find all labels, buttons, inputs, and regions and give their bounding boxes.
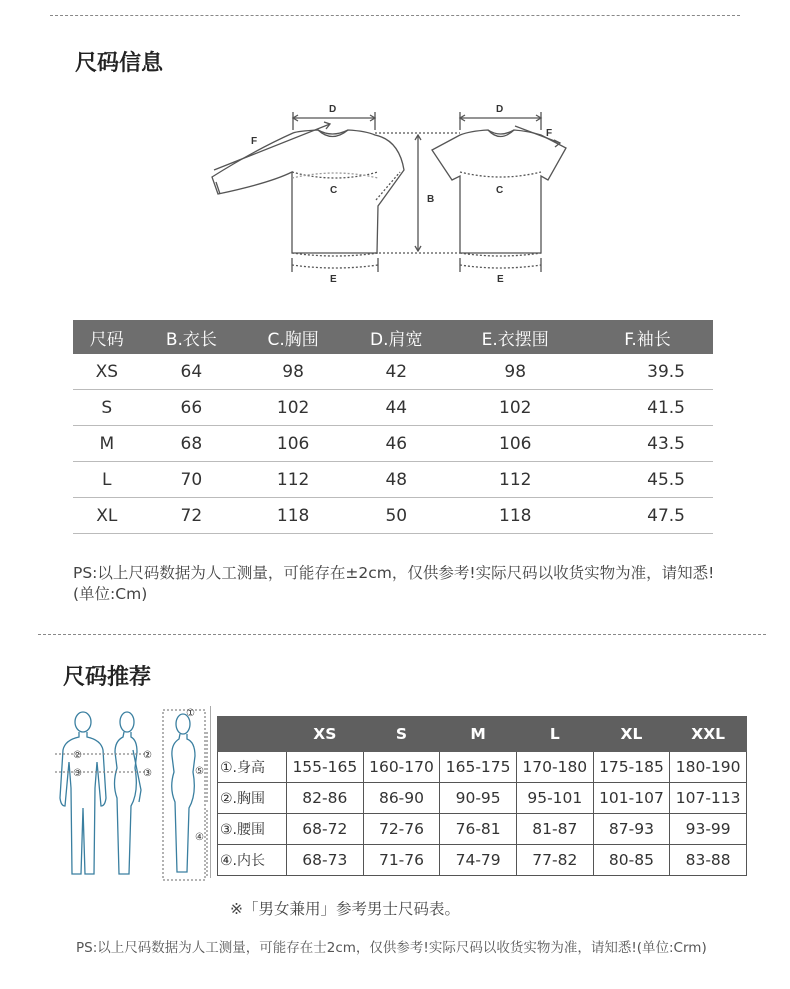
table-cell: XS <box>73 354 141 390</box>
table-cell: 160-170 <box>363 752 440 783</box>
table-cell: 93-99 <box>670 814 747 845</box>
table-cell: 83-88 <box>670 845 747 876</box>
table-cell: 112 <box>242 462 344 498</box>
table-cell: 71-76 <box>363 845 440 876</box>
table-cell: L <box>73 462 141 498</box>
label-d-right: D <box>496 104 504 115</box>
table-cell: 86-90 <box>363 783 440 814</box>
table-cell: 39.5 <box>582 354 713 390</box>
row-label: ④.内长 <box>218 845 287 876</box>
header-cell: M <box>440 717 517 752</box>
table-cell: 102 <box>242 390 344 426</box>
row-label: ②.胸围 <box>218 783 287 814</box>
table-row <box>73 354 713 390</box>
table-cell: 98 <box>448 354 582 390</box>
table-cell: 101-107 <box>593 783 670 814</box>
long-sleeve-shirt-illustration <box>212 112 404 272</box>
table-cell: 82-86 <box>287 783 364 814</box>
marker-chest-side: ② <box>143 750 152 761</box>
table-cell: 44 <box>344 390 448 426</box>
table-cell: 87-93 <box>593 814 670 845</box>
marker-inseam: ④ <box>195 832 204 843</box>
table-cell: 106 <box>242 426 344 462</box>
table-cell: 90-95 <box>440 783 517 814</box>
middle-divider <box>38 634 766 635</box>
table-cell: 68 <box>141 426 243 462</box>
marker-waist-side: ③ <box>143 768 152 779</box>
table-cell: 98 <box>242 354 344 390</box>
table-row <box>73 462 713 498</box>
table-cell: 81-87 <box>516 814 593 845</box>
label-b: B <box>427 194 435 205</box>
table-cell: 45.5 <box>582 462 713 498</box>
table-row <box>218 845 747 876</box>
header-cell: F.袖长 <box>582 320 713 354</box>
label-c-left: C <box>330 185 338 196</box>
row-label: ①.身高 <box>218 752 287 783</box>
table-cell: 112 <box>448 462 582 498</box>
table-row <box>218 783 747 814</box>
rec-table-header-row <box>218 717 747 752</box>
marker-waist-front: ③ <box>73 768 82 779</box>
header-cell: E.衣摆围 <box>448 320 582 354</box>
row-label: ③.腰围 <box>218 814 287 845</box>
header-cell <box>218 717 287 752</box>
figure-divider <box>210 706 211 878</box>
garment-diagram <box>0 0 790 300</box>
table-cell: S <box>73 390 141 426</box>
marker-shoulder: ⑤ <box>195 766 204 777</box>
front-body-figure <box>60 712 106 874</box>
table-cell: 155-165 <box>287 752 364 783</box>
table-cell: 102 <box>448 390 582 426</box>
header-cell: D.肩宽 <box>344 320 448 354</box>
table-cell: 68-73 <box>287 845 364 876</box>
label-c-right: C <box>496 185 504 196</box>
table-cell: 118 <box>448 498 582 534</box>
table-cell: M <box>73 426 141 462</box>
table-cell: 165-175 <box>440 752 517 783</box>
label-e-left: E <box>330 274 337 285</box>
table-cell: 68-72 <box>287 814 364 845</box>
header-cell: C.胸围 <box>242 320 344 354</box>
header-cell: XXL <box>670 717 747 752</box>
table-row <box>73 498 713 534</box>
table-row <box>218 814 747 845</box>
table-cell: 43.5 <box>582 426 713 462</box>
header-cell: L <box>516 717 593 752</box>
table-cell: 72 <box>141 498 243 534</box>
side-body-figure <box>115 712 142 874</box>
size-recommend-table <box>217 716 747 876</box>
label-d-left: D <box>329 104 337 115</box>
marker-height: ① <box>186 708 195 719</box>
table-cell: 77-82 <box>516 845 593 876</box>
table-cell: 47.5 <box>582 498 713 534</box>
header-cell: XS <box>287 717 364 752</box>
header-cell: S <box>363 717 440 752</box>
table-cell: 46 <box>344 426 448 462</box>
table-row <box>73 426 713 462</box>
side-measure-figure <box>163 710 205 880</box>
table-cell: 70 <box>141 462 243 498</box>
table-row <box>73 390 713 426</box>
table-cell: 74-79 <box>440 845 517 876</box>
table-cell: 50 <box>344 498 448 534</box>
header-cell: 尺码 <box>73 320 141 354</box>
size-recommend-disclaimer: PS:以上尺码数据为人工测量，可能存在士2cm，仅供参考!实际尺码以收货实物为准，请知悉!(单位:Crm) <box>76 940 707 956</box>
table-cell: 66 <box>141 390 243 426</box>
table-cell: 180-190 <box>670 752 747 783</box>
table-cell: 170-180 <box>516 752 593 783</box>
table-cell: 175-185 <box>593 752 670 783</box>
label-f-right: F <box>546 128 553 139</box>
table-cell: 76-81 <box>440 814 517 845</box>
table-cell: 64 <box>141 354 243 390</box>
size-recommend-title: 尺码推荐 <box>63 665 152 690</box>
label-e-right: E <box>497 274 504 285</box>
size-info-disclaimer: PS:以上尺码数据为人工测量，可能存在±2cm，仅供参考!实际尺码以收货实物为准，请知悉!(单位:Cm) <box>73 564 715 603</box>
header-cell: XL <box>593 717 670 752</box>
table-cell: 107-113 <box>670 783 747 814</box>
marker-chest-front: ② <box>73 750 82 761</box>
size-table-header-row <box>73 320 713 354</box>
unisex-note: ※「男女兼用」参考男士尺码表。 <box>230 900 460 918</box>
table-cell: 72-76 <box>363 814 440 845</box>
label-f-left: F <box>251 136 258 147</box>
table-cell: 42 <box>344 354 448 390</box>
table-cell: 48 <box>344 462 448 498</box>
table-cell: 41.5 <box>582 390 713 426</box>
size-info-title: 尺码信息 <box>75 51 164 76</box>
table-cell: 95-101 <box>516 783 593 814</box>
table-cell: XL <box>73 498 141 534</box>
header-cell: B.衣长 <box>141 320 243 354</box>
table-row <box>218 752 747 783</box>
table-cell: 118 <box>242 498 344 534</box>
table-cell: 106 <box>448 426 582 462</box>
size-info-table <box>73 320 713 534</box>
table-cell: 80-85 <box>593 845 670 876</box>
